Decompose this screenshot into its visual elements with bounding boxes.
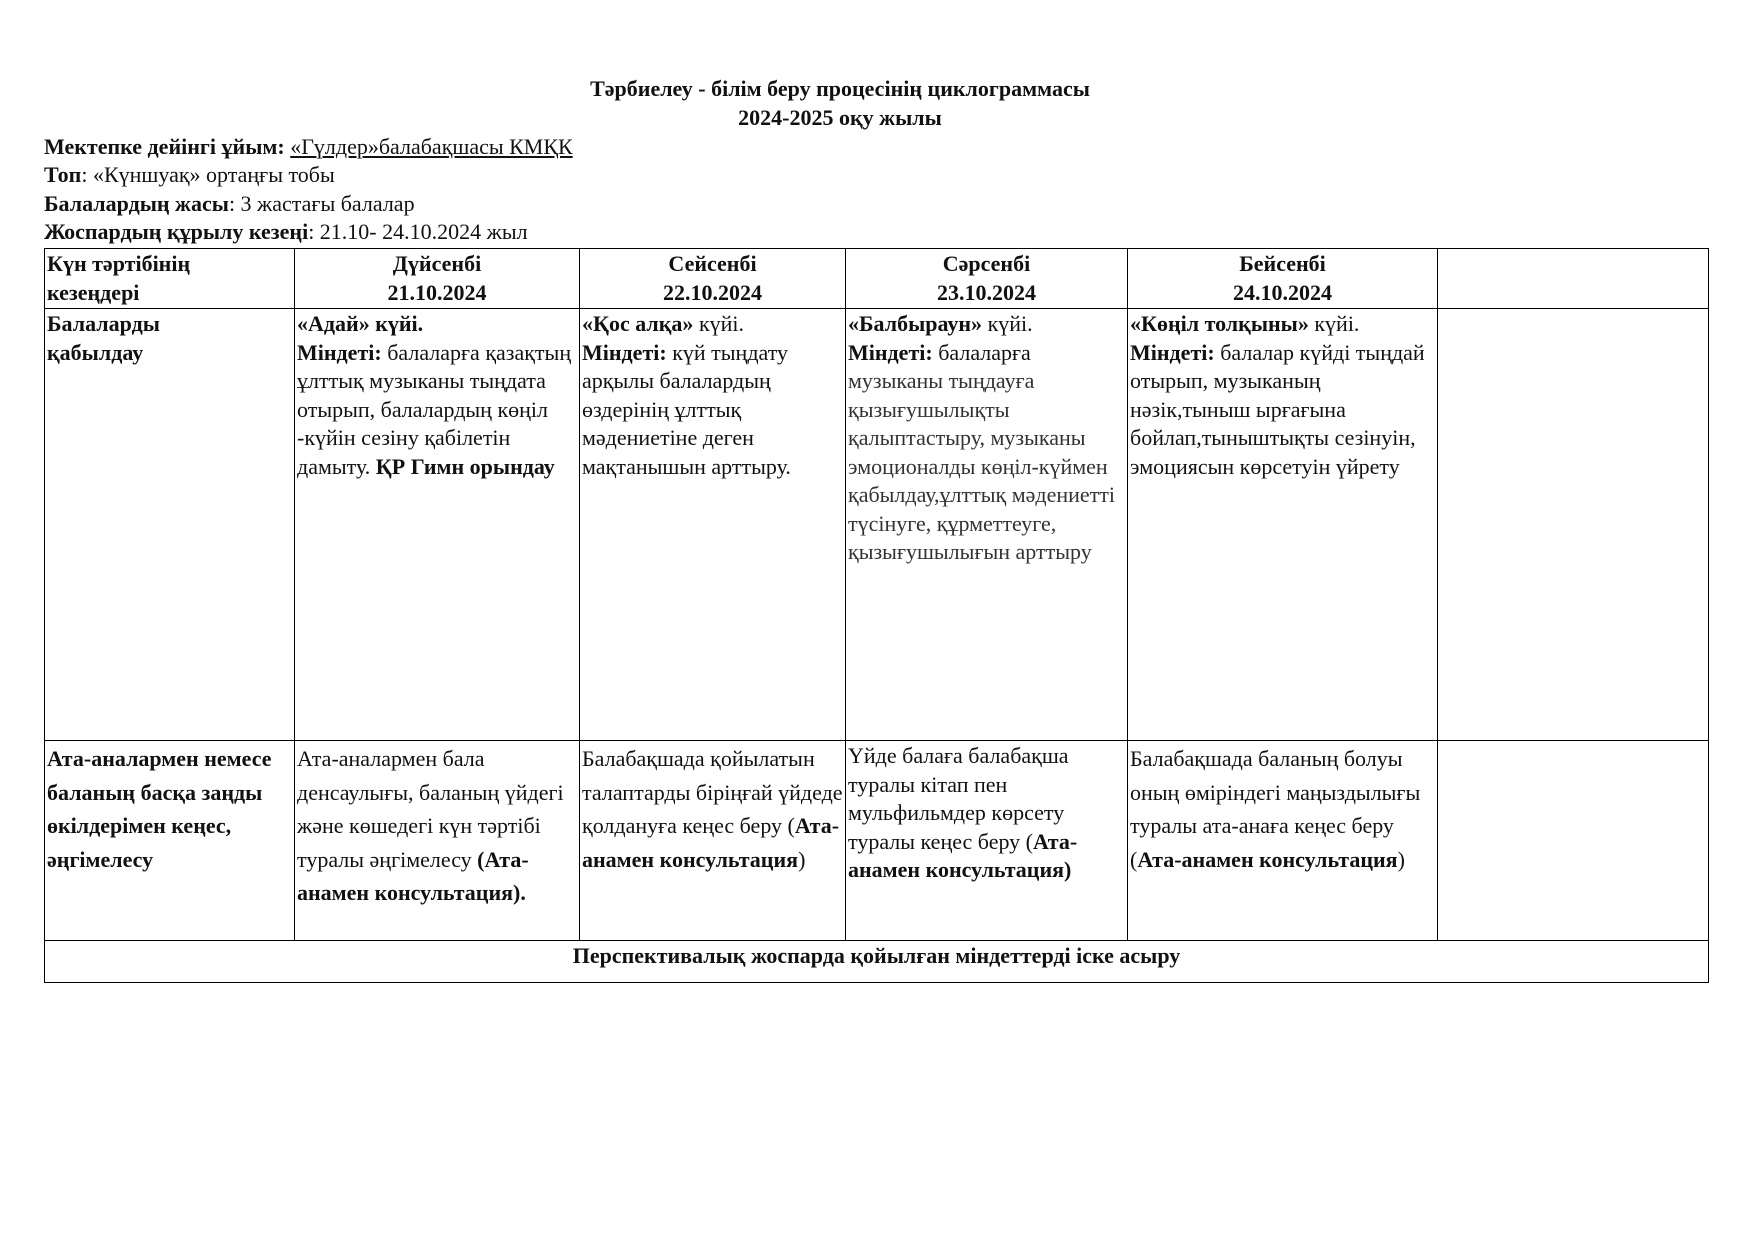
task-bold-tail: ҚР Гимн орындау <box>375 453 555 479</box>
meta-age <box>44 190 415 218</box>
cell-bold: Ата-анамен консультация <box>582 813 840 872</box>
meta-group <box>44 161 335 189</box>
melody-title-tail: күйі. <box>1308 311 1360 336</box>
day-name: Бейсенбі <box>1239 251 1326 276</box>
row-label-line1: Балаларды <box>47 311 160 336</box>
row-label-line2: қабылдау <box>47 339 144 365</box>
table-row-footer <box>45 941 1709 983</box>
melody-title-tail: күйі. <box>693 311 745 336</box>
cell-tail: ) <box>798 846 806 872</box>
cell-tuesday-reception <box>580 309 846 741</box>
melody-title: «Адай» күйі. <box>297 311 424 336</box>
task-label: Міндеті: <box>582 339 667 365</box>
day-date: 22.10.2024 <box>663 279 762 305</box>
melody-title: «Қос алқа» <box>582 311 694 336</box>
header-cell-monday <box>295 249 580 309</box>
cell-text: Балабақшада баланың болуы оның өміріндегі маңыздылығы туралы ата-анаға кеңес беру ( <box>1130 746 1421 872</box>
cell-tuesday-parents <box>580 741 846 941</box>
table-header-row <box>45 249 1709 309</box>
task-text: балалар күйді тыңдай отырып, музыканың нәзік,тыныш ырғағына бойлап,тыныштықты сезінуін, эмоциясын көрсетуін үйрету <box>1130 339 1425 479</box>
header-cell-empty <box>1438 249 1709 309</box>
cell-monday-reception <box>295 309 580 741</box>
document-title: Тәрбиелеу - білім беру процесінің циклограммасы <box>590 76 1090 101</box>
meta-value: : 3 жастағы балалар <box>228 191 415 216</box>
cell-tail: ) <box>1397 846 1405 872</box>
meta-value: : 21.10- 24.10.2024 жыл <box>308 219 528 244</box>
row-label-parents: Ата-аналармен немесе баланың басқа заңды өкілдерімен кеңес, әңгімелесу <box>45 741 295 941</box>
task-text: күй тыңдату арқылы балалардың өздерінің ұлттық мәдениетіне деген мақтанышын арттыру. <box>582 339 791 479</box>
table-row-parents <box>45 741 1709 941</box>
header-periods-line2: кезеңдері <box>47 279 140 305</box>
cell-monday-parents <box>295 741 580 941</box>
task-label: Міндеті: <box>297 339 382 365</box>
meta-label: Мектепке дейінгі ұйым: <box>44 134 285 159</box>
meta-organization <box>44 133 573 161</box>
day-name: Дүйсенбі <box>392 251 482 276</box>
meta-value: : «Күншуақ» ортаңғы тобы <box>81 162 335 187</box>
task-text-lead: балаларға <box>932 339 1031 365</box>
header-cell-periods <box>45 249 295 309</box>
header-periods-line1: Күн тәртібінің <box>47 251 191 276</box>
cell-bold: Ата-анамен консультация) <box>848 828 1078 882</box>
header-cell-wednesday <box>846 249 1128 309</box>
task-label: Міндеті: <box>848 339 933 365</box>
cell-bold: (Ата-анамен консультация). <box>297 846 529 905</box>
day-date: 24.10.2024 <box>1233 279 1332 305</box>
academic-year: 2024-2025 оқу жылы <box>738 105 942 130</box>
cell-text: Үйде балаға балабақша туралы кітап пен мульфильмдер көрсету туралы кеңес беру ( <box>848 743 1069 854</box>
cell-text: Ата-аналармен бала денсаулығы, баланың үйдегі және көшедегі күн тәртібі туралы әңгімелесу <box>297 746 564 872</box>
task-text: музыканы тыңдауға қызығушылықты қалыптастыру, музыканы эмоционалды көңіл-күймен қабылдау,ұлттық мәдениетті түсінуге, құрметтеуге, қызығушылығын арттыру <box>848 368 1116 564</box>
meta-label: Балалардың жасы <box>44 191 229 216</box>
day-date: 23.10.2024 <box>937 279 1036 305</box>
header-cell-thursday <box>1128 249 1438 309</box>
meta-value: «Гүлдер»балабақшасы КМҚК <box>290 134 573 159</box>
cell-empty-parents <box>1438 741 1709 941</box>
meta-period <box>44 218 528 246</box>
day-date: 21.10.2024 <box>387 279 487 305</box>
table-row-reception <box>45 309 1709 741</box>
task-text: балаларға қазақтың ұлттық музыканы тыңдата отырып, балалардың көңіл -күйін сезіну қабілетін дамыту. <box>297 339 572 479</box>
meta-label: Жоспардың құрылу кезеңі <box>44 219 309 244</box>
cell-thursday-reception <box>1128 309 1438 741</box>
meta-label: Топ <box>44 162 82 187</box>
task-label: Міндеті: <box>1130 339 1215 365</box>
melody-title: «Балбыраун» <box>848 311 983 336</box>
cell-bold: Ата-анамен консультация <box>1137 846 1398 872</box>
footer-row-text: Перспективалық жоспарда қойылған міндеттерді іске асыру <box>45 941 1709 983</box>
day-name: Сейсенбі <box>668 251 757 276</box>
melody-title: «Көңіл толқыны» <box>1130 311 1309 336</box>
day-name: Сәрсенбі <box>942 251 1031 276</box>
melody-title-tail: күйі. <box>982 311 1033 336</box>
header-cell-tuesday <box>580 249 846 309</box>
cell-text: Балабақшада қойылатын талаптарды бірiңғай үйдеде қолдануға кеңес беру ( <box>582 746 843 838</box>
cell-thursday-parents <box>1128 741 1438 941</box>
schedule-table <box>44 248 1709 983</box>
cell-empty-reception <box>1438 309 1709 741</box>
cell-wednesday-reception <box>846 309 1128 741</box>
cell-wednesday-parents <box>846 741 1128 941</box>
row-label-reception <box>45 309 295 741</box>
